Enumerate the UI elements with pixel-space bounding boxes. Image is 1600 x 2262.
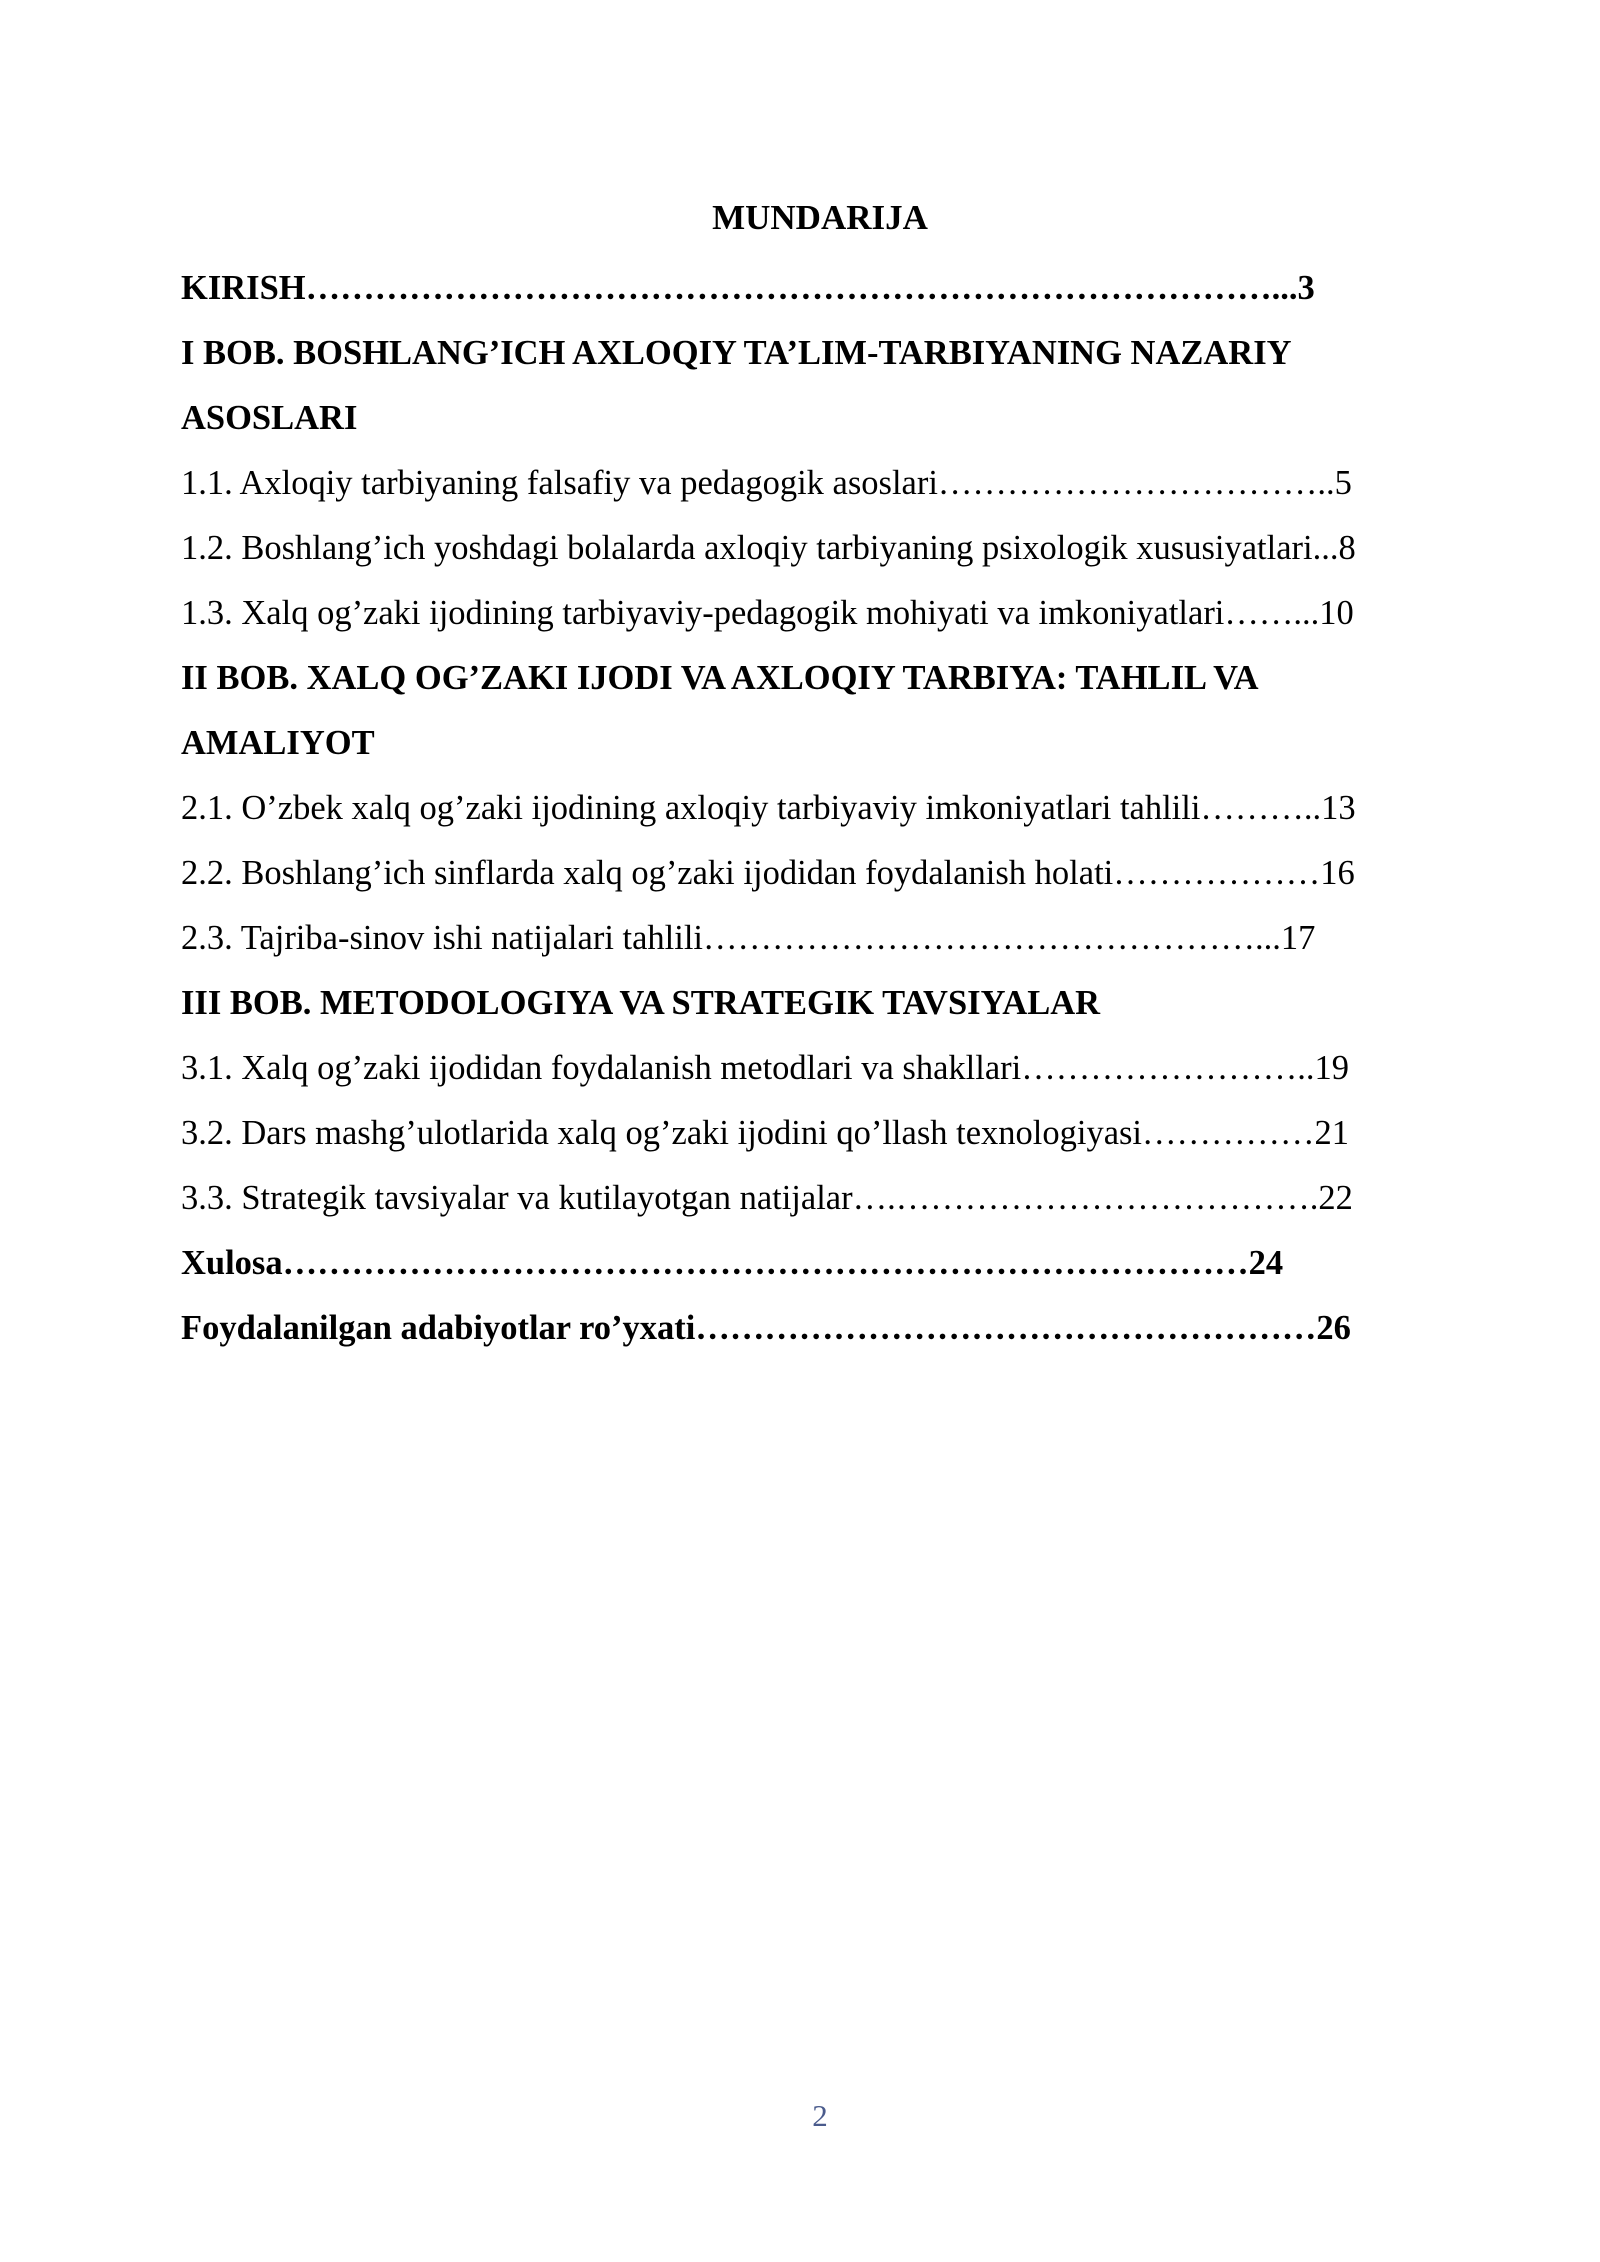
toc-chapter-2-heading-cont: AMALIYOT	[181, 724, 375, 762]
toc-entry-xulosa: Xulosa…………………………………………………………………………24	[181, 1244, 1284, 1282]
toc-title: MUNDARIJA	[712, 198, 928, 237]
toc-chapter-2-heading: II BOB. XALQ OG’ZAKI IJODI VA AXLOQIY TARBIYA: TAHLIL VA	[181, 659, 1259, 697]
toc-chapter-1-heading-cont: ASOSLARI	[181, 399, 358, 437]
toc-entry-3-2: 3.2. Dars mashg’ulotlarida xalq og’zaki ijodini qo’llash texnologiyasi……………21	[181, 1114, 1350, 1152]
toc-entry-3-3: 3.3. Strategik tavsiyalar va kutilayotgan natijalar….……………………………….22	[181, 1179, 1353, 1217]
toc-chapter-1-heading: I BOB. BOSHLANG’ICH AXLOQIY TA’LIM-TARBIYANING NAZARIY	[181, 334, 1292, 372]
toc-entry-2-1: 2.1. O’zbek xalq og’zaki ijodining axloqiy tarbiyaviy imkoniyatlari tahlili………..13	[181, 789, 1356, 827]
toc-entry-1-2: 1.2. Boshlang’ich yoshdagi bolalarda axloqiy tarbiyaning psixologik xususiyatlari...8	[181, 529, 1356, 567]
toc-entry-2-3: 2.3. Tajriba-sinov ishi natijalari tahlili…………………………………………...17	[181, 919, 1316, 957]
toc-entry-references: Foydalanilgan adabiyotlar ro’yxati………………………………………………26	[181, 1309, 1351, 1347]
table-of-contents	[181, 256, 1459, 1361]
toc-entry-1-3: 1.3. Xalq og’zaki ijodining tarbiyaviy-pedagogik mohiyati va imkoniyatlari……...10	[181, 594, 1354, 632]
page-number: 2	[812, 2098, 828, 2133]
toc-entry-1-1: 1.1. Axloqiy tarbiyaning falsafiy va pedagogik asoslari……………………………..5	[181, 464, 1352, 502]
toc-chapter-3-heading: III BOB. METODOLOGIYA VA STRATEGIK TAVSIYALAR	[181, 984, 1101, 1022]
toc-entry-3-1: 3.1. Xalq og’zaki ijodidan foydalanish metodlari va shakllari……………………..19	[181, 1049, 1349, 1087]
toc-entry-2-2: 2.2. Boshlang’ich sinflarda xalq og’zaki ijodidan foydalanish holati………………16	[181, 854, 1355, 892]
toc-entry-kirish: KIRISH…………………………………………………………………………...3	[181, 269, 1315, 307]
